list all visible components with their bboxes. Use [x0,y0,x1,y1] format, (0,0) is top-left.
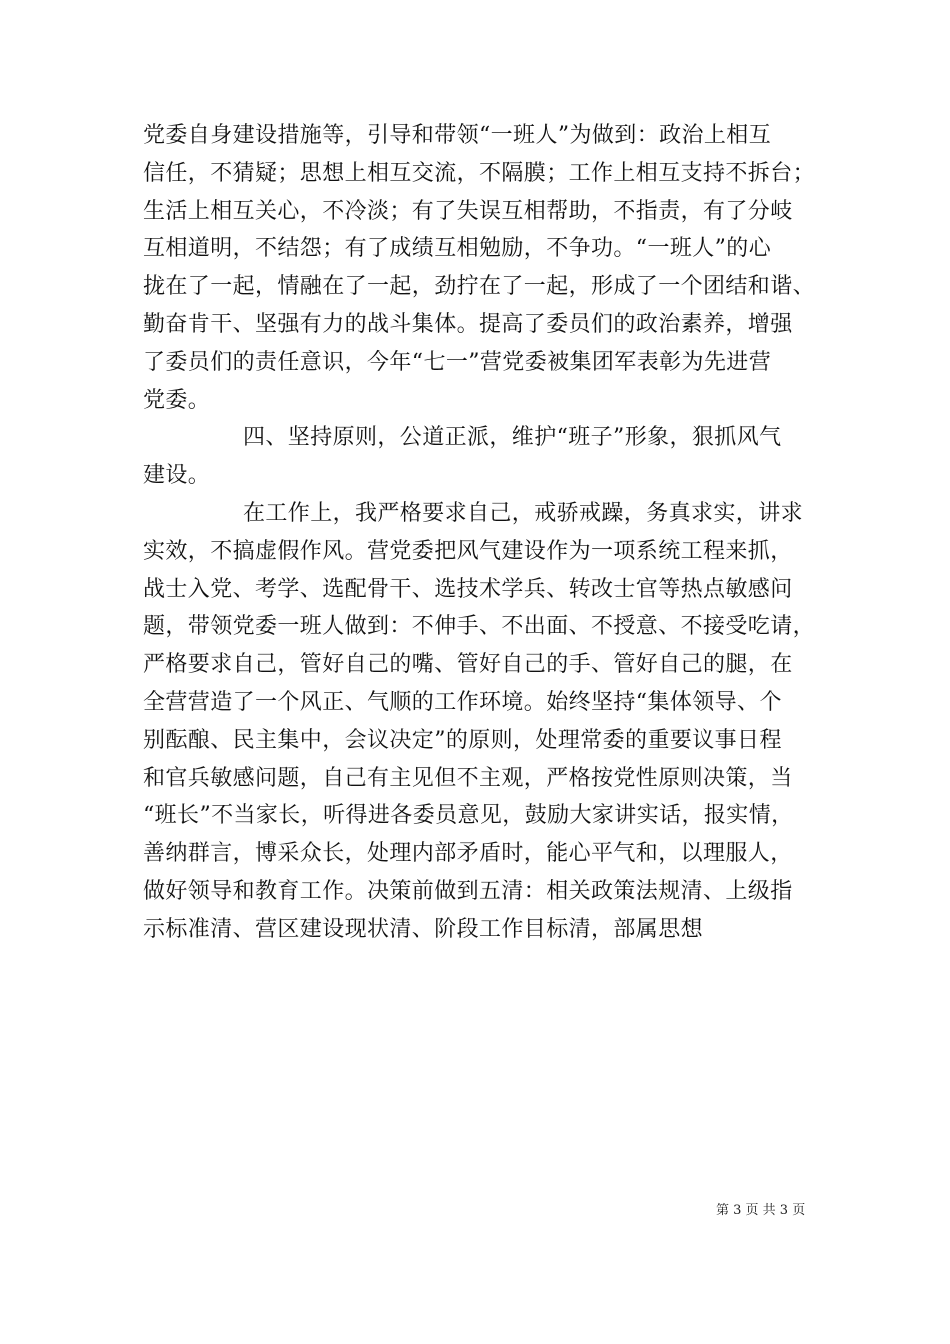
text-line: 别酝酿、民主集中，会议决定”的原则，处理常委的重要议事日程 [143,727,782,753]
text-line: 勤奋肯干、坚强有力的战斗集体。提高了委员们的政治素养，增强 [143,311,793,337]
text-line: 战士入党、考学、选配骨干、选技术学兵、转改士官等热点敏感问 [143,576,793,602]
paragraph-start: 在工作上，我严格要求自己，戒骄戒躁，务真求实，讲求 [243,500,804,526]
text-line: 做好领导和教育工作。决策前做到五清：相关政策法规清、上级指 [143,878,793,904]
text-line: 严格要求自己，管好自己的嘴、管好自己的手、管好自己的腿，在 [143,652,793,678]
text-line: 全营营造了一个风正、气顺的工作环境。始终坚持“集体领导、个 [143,689,782,715]
section-heading-continued: 建设。 [143,463,211,489]
text-line: 党委自身建设措施等，引导和带领“一班人”为做到：政治上相互 [143,123,772,148]
page-number-footer: 第 3 页 共 3 页 [716,1203,806,1218]
section-heading: 四、坚持原则，公道正派，维护“班子”形象，狠抓风气 [243,425,782,451]
text-line: 示标准清、营区建设现状清、阶段工作目标清，部属思想 [143,916,704,942]
text-line: “班长”不当家长，听得进各委员意见，鼓励大家讲实话，报实情， [143,803,794,829]
text-line: 互相道明，不结怨；有了成绩互相勉励，不争功。“一班人”的心 [143,236,772,262]
text-line: 了委员们的责任意识，今年“七一”营党委被集团军表彰为先进营 [143,349,772,375]
text-line: 生活上相互关心，不冷淡；有了失误互相帮助，不指责，有了分岐 [143,198,793,224]
text-line: 实效，不搞虚假作风。营党委把风气建设作为一项系统工程来抓， [143,538,793,564]
text-line: 和官兵敏感问题，自己有主见但不主观，严格按党性原则决策，当 [143,765,793,791]
text-line: 拢在了一起，情融在了一起，劲拧在了一起，形成了一个团结和谐、 [143,274,816,300]
text-line: 信任，不猜疑；思想上相互交流，不隔膜；工作上相互支持不拆台； [143,160,816,186]
text-line: 题，带领党委一班人做到：不伸手、不出面、不授意、不接受吃请， [143,614,816,640]
body-text [143,117,823,949]
text-line: 党委。 [143,387,211,413]
text-line: 善纳群言，博采众长，处理内部矛盾时，能心平气和，以理服人， [143,841,793,867]
